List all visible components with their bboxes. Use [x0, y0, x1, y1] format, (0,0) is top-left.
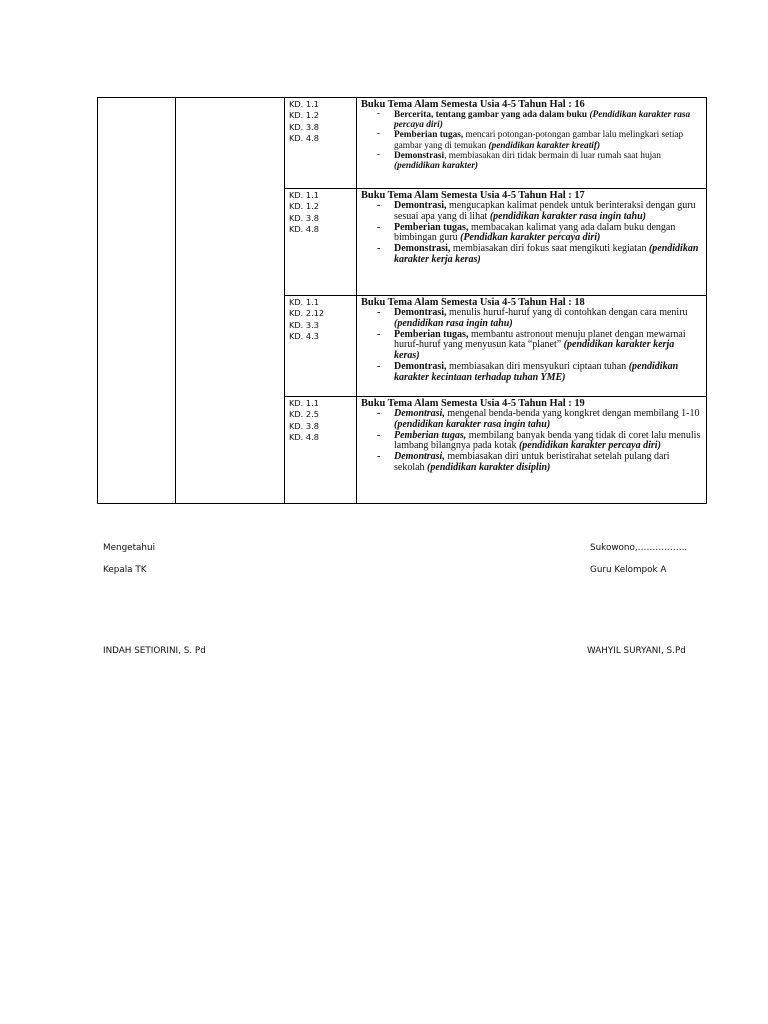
character-note: (Pendidikan karakter rasa percaya diri): [394, 110, 691, 131]
teacher-name: WAHYIL SURYANI, S.Pd: [587, 646, 686, 656]
activity-title: Buku Tema Alam Semesta Usia 4-5 Tahun Hal : 19: [361, 398, 585, 409]
kd-code: KD. 1.1: [289, 99, 319, 109]
activity-text: mengucapkan kalimat pendek untuk berinteraksi dengan guru sesuai apa yang di lihat: [394, 200, 696, 222]
list-item: [361, 330, 702, 362]
activity-label: Demonstrasi: [394, 150, 445, 161]
activity-text: membiasakan diri fokus saat mengikuti kegiatan: [452, 243, 649, 255]
list-item: [361, 244, 702, 266]
teacher-role: Guru Kelompok A: [590, 565, 667, 575]
activity-label: Demontrasi,: [394, 451, 445, 463]
list-item: [361, 130, 702, 150]
character-note: (pendidikan karakter kecintaan terhadap tuhan YME): [394, 360, 679, 383]
principal-role: Kepala TK: [103, 565, 147, 575]
character-note: (pendidikan karakter kreatif): [488, 140, 601, 151]
activity-text: mengenal benda-benda yang kongkret dengan membilang 1-10: [447, 408, 700, 419]
activity-text: mencari potongan-potongan gambar lalu melingkari setiap gambar yang di temukan: [394, 130, 684, 151]
kd-code: KD. 4.8: [289, 432, 319, 443]
activity-label: Demontrasi,: [394, 307, 447, 318]
empty-cell-col1: [98, 98, 176, 504]
table-row: [98, 98, 707, 189]
kd-code: KD. 3.8: [289, 420, 319, 431]
kd-code: KD. 2.12: [289, 308, 325, 319]
character-note: (pendidikan karakter kerja keras): [394, 339, 675, 362]
activity-text: membilang banyak benda yang tidak di coret lalu menulis lambang bilangnya pada kotak: [394, 429, 701, 452]
list-item: [361, 223, 702, 245]
activity-list: [361, 110, 702, 171]
activity-title: Buku Tema Alam Semesta Usia 4-5 Tahun Hal : 18: [361, 297, 585, 308]
kd-code: KD. 1.2: [289, 110, 319, 121]
approval-heading: Mengetahui: [103, 543, 156, 553]
character-note: (pendidikan karakter): [394, 161, 478, 172]
activity-label: Demontrasi,: [394, 200, 447, 211]
kd-code: KD. 1.1: [289, 190, 319, 200]
character-note: (pendidikan karakter rasa ingin tahu): [489, 210, 646, 222]
activity-label: Pemberian tugas,: [394, 130, 464, 141]
activity-label: Pemberian tugas,: [394, 429, 467, 441]
kd-code: KD. 4.8: [289, 133, 319, 144]
activity-table: [97, 97, 707, 504]
kd-code: KD. 3.8: [289, 121, 319, 132]
activity-text: membacakan kalimat yang ada dalam buku dengan bimbingan guru: [394, 221, 676, 244]
kd-code: KD. 2.5: [289, 409, 319, 420]
place-date: Sukowono,……………..: [590, 543, 688, 553]
activity-title: Buku Tema Alam Semesta Usia 4-5 Tahun Hal : 16: [361, 99, 585, 110]
list-item: [361, 308, 702, 330]
list-item: [361, 409, 702, 431]
activity-cell: [357, 296, 707, 397]
activity-cell: [357, 397, 707, 504]
activity-title: Buku Tema Alam Semesta Usia 4-5 Tahun Hal : 17: [361, 190, 585, 201]
principal-name: INDAH SETIORINI, S. Pd: [103, 646, 206, 656]
activity-list: [361, 308, 702, 384]
list-item: [361, 151, 702, 171]
activity-cell: [357, 98, 707, 189]
activity-text: menulis huruf-huruf yang di contohkan dengan cara meniru: [449, 307, 688, 318]
activity-label: Pemberian tugas,: [394, 328, 469, 340]
character-note: (pendidikan karakter disiplin): [427, 461, 551, 473]
list-item: [361, 110, 702, 130]
kd-cell: [285, 296, 357, 397]
kd-code: KD. 1.1: [289, 398, 319, 408]
kd-code: KD. 3.3: [289, 319, 319, 330]
kd-cell: [285, 397, 357, 504]
empty-cell-col2: [176, 98, 285, 504]
activity-label: Demontrasi,: [394, 360, 447, 372]
activity-text: , membiasakan diri tidak bermain di luar rumah saat hujan: [444, 150, 661, 161]
kd-code: KD. 1.1: [289, 297, 319, 307]
activity-label: Demontrasi,: [394, 408, 445, 419]
kd-code: KD. 3.8: [289, 212, 319, 223]
character-note: (pendidikan rasa ingin tahu): [394, 317, 513, 329]
list-item: [361, 431, 702, 453]
list-item: [361, 452, 702, 474]
activity-label: Demonstrasi,: [394, 243, 451, 255]
activity-label: Bercerita, tentang gambar yang ada dalam buku: [394, 110, 588, 120]
character-note: (pendidikan karakter kerja keras): [394, 243, 699, 265]
character-note: (pendidikan karakter rasa ingin tahu): [394, 418, 551, 430]
character-note: (Pendidkan karakter percaya diri): [460, 232, 601, 244]
kd-code: KD. 1.2: [289, 201, 319, 212]
kd-cell: [285, 189, 357, 296]
kd-code: KD. 4.3: [289, 331, 319, 342]
activity-cell: [357, 189, 707, 296]
activity-list: [361, 409, 702, 474]
kd-cell: [285, 98, 357, 189]
activity-label: Pemberian tugas,: [394, 221, 469, 233]
activity-text: membantu astronout menuju planet dengan mewarnai huruf-huruf yang menyusun kata “planet”: [394, 328, 686, 351]
activity-text: membiasakan diri untuk beristirahat setelah pulang dari sekolah: [394, 451, 670, 473]
list-item: [361, 362, 702, 384]
list-item: [361, 201, 702, 223]
activity-list: [361, 201, 702, 266]
kd-code: KD. 4.8: [289, 224, 319, 235]
activity-text: membiasakan diri mensyukuri ciptaan tuhan: [449, 360, 629, 372]
character-note: (pendidikan karakter percaya diri): [518, 440, 661, 452]
